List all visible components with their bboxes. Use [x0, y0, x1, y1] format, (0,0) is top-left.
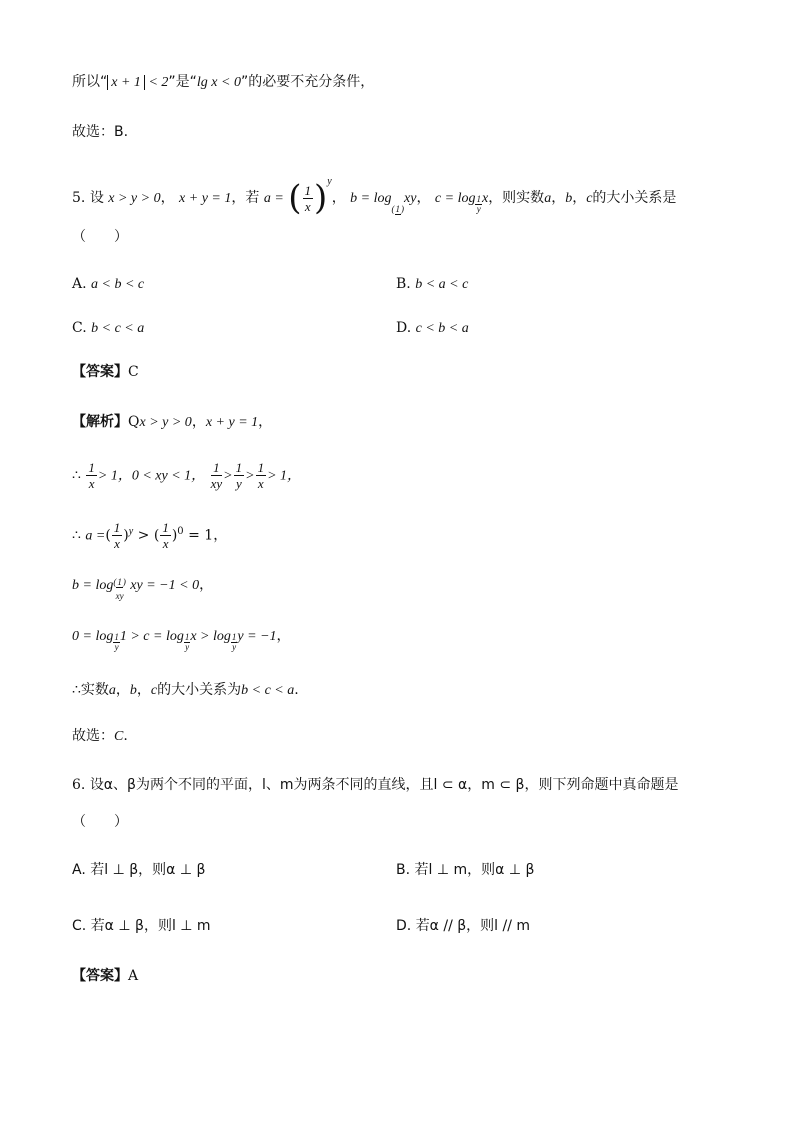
q5-sep2: ，若: [231, 190, 260, 206]
q6-answer: 【答案】A: [72, 968, 139, 984]
q5-b-arg: xy: [404, 191, 417, 206]
intro-select-line: 故选：B.: [72, 124, 129, 140]
q5-conclusion: ∴实数a，b，c的大小关系为b < c < a.: [72, 682, 299, 698]
q6-stem-text: 设α、β为两个不同的平面，l、m为两条不同的直线，且l ⊂ α，m ⊂ β，则下列命题中真命题是: [89, 777, 679, 793]
q5-cond1: x > y > 0: [108, 191, 161, 206]
q5-option-c[interactable]: C. b < c < a: [72, 320, 145, 336]
q5-c-base: $\frac{1}{y}$: [476, 194, 481, 214]
q6-option-d[interactable]: D. 若α // β，则l // m: [396, 918, 531, 934]
paren-right: ): [314, 178, 328, 218]
q5-analysis-line5: 0 = log $\frac{1}{y}$ 1 > c = log $\frac{1}{y}$ x > log $\frac{1}{y}$ y = −1，: [72, 628, 291, 652]
q5-analysis-line3: ∴ a =( $\frac{1}{x}$ )$^y$ > ( $\frac{1}{x}$ )$^0$ = 1，: [72, 520, 228, 551]
q5-number: 5.: [72, 190, 86, 206]
q6-option-b[interactable]: B. 若l ⊥ m，则α ⊥ β: [396, 862, 535, 878]
q6-paren: （ ）: [72, 814, 128, 830]
abs-expression: x + 1: [107, 75, 145, 90]
q5-stem-text: 设: [89, 190, 104, 206]
q5-a-frac: $\frac{1}{x}$: [304, 182, 311, 214]
q5-analysis-line4: b = log(1) xy xy = −1 < 0，: [72, 577, 214, 601]
intro-conclusion-line: [72, 72, 374, 93]
q5-a-exp: y: [327, 176, 332, 187]
q5-stem-2: ，则实数: [488, 190, 545, 206]
q5-b-def: b = log: [350, 191, 392, 206]
q6-option-a[interactable]: A. 若l ⊥ β，则α ⊥ β: [72, 862, 206, 878]
q5-option-a[interactable]: A. a < b < c: [72, 276, 145, 292]
q5-select: 故选：C.: [72, 728, 128, 744]
q5-option-d[interactable]: D. c < b < a: [396, 320, 469, 336]
q5-stem: 5. 设 x > y > 0， x + y = 1，若 a = ( $\frac{1}{x}$ )$^y$， b = log(1)xy， c = log $\frac{1}{y}$ x，则实数a，b，c的大小关系是: [72, 176, 677, 218]
q6-option-c[interactable]: C. 若α ⊥ β，则l ⊥ m: [72, 918, 211, 934]
q5-c-arg: x: [481, 191, 489, 206]
q5-analysis-line1: 【解析】Qx > y > 0，x + y = 1，: [72, 414, 273, 430]
q5-option-b[interactable]: B. b < a < c: [396, 276, 469, 292]
paren-left: (: [288, 178, 302, 218]
q5-c-def: c = log: [434, 191, 476, 206]
intro-text-pre: 所以“: [72, 74, 108, 90]
intro-text-mid: ”是“: [168, 74, 197, 90]
q5-b-base: (1): [391, 204, 405, 214]
q5-answer: 【答案】C: [72, 364, 139, 380]
q5-a-lhs: a =: [263, 191, 284, 206]
log-expression: lg x < 0: [196, 75, 241, 90]
intro-text-post: ”的必要不充分条件，: [240, 74, 375, 90]
q5-analysis-line2: ∴ $\frac{1}{x}$ > 1，0 < xy < 1， $\frac{1}{xy}$ > $\frac{1}{y}$ > $\frac{1}{x}$ > 1，: [72, 460, 302, 491]
q6-stem: [72, 775, 678, 795]
abs-ineq: < 2: [144, 75, 169, 90]
q5-cond2: x + y = 1: [179, 191, 232, 206]
q6-number: 6.: [72, 777, 86, 793]
q5-sep1: ，: [160, 190, 175, 206]
q5-paren: （ ）: [72, 229, 128, 245]
q5-stem-3: 的大小关系是: [592, 190, 677, 206]
